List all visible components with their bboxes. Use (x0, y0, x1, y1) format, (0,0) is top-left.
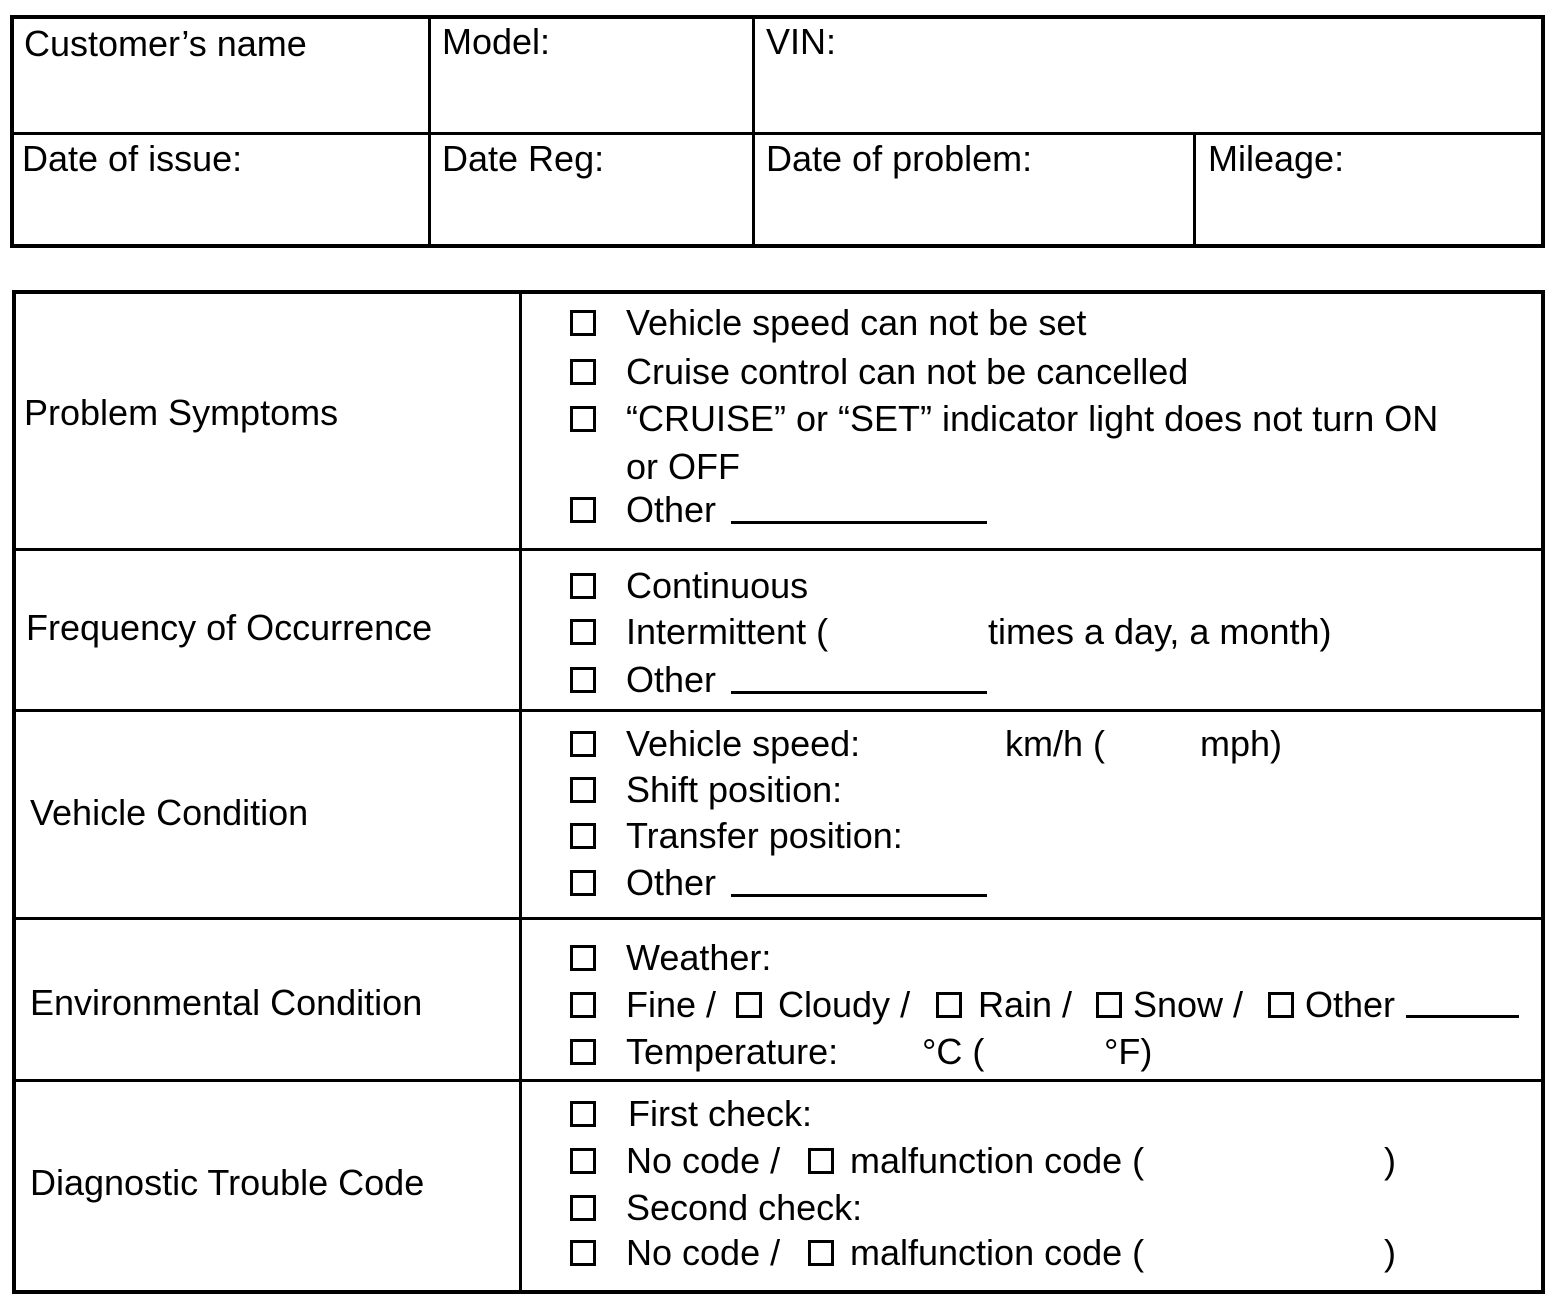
symptom-other-checkbox[interactable] (570, 497, 596, 523)
first-malfunction-code-text: malfunction code ( (850, 1140, 1145, 1181)
frequency-other-checkbox[interactable] (570, 667, 596, 693)
first-malfunction-code-close: ) (1384, 1140, 1396, 1181)
header-col-divider-2 (752, 15, 755, 248)
symptom-speed-not-set-checkbox[interactable] (570, 310, 596, 336)
weather-fine-checkbox[interactable] (570, 992, 596, 1018)
symptom-indicator-light-text-cont: or OFF (626, 446, 740, 487)
transfer-position-checkbox[interactable] (570, 823, 596, 849)
temperature-text: Temperature: (626, 1031, 839, 1072)
vehicle-speed-text: Vehicle speed: (626, 723, 861, 764)
frequency-continuous-text: Continuous (626, 565, 809, 606)
vehicle-other-text: Other (626, 862, 717, 903)
weather-rain-text: Rain / (978, 984, 1073, 1025)
row-divider-3 (12, 917, 1545, 920)
symptom-speed-not-set-text: Vehicle speed can not be set (626, 302, 1087, 343)
weather-checkbox[interactable] (570, 945, 596, 971)
first-no-code-text: No code / (626, 1140, 781, 1181)
header-col-divider-3 (1193, 132, 1196, 248)
frequency-intermittent-unit-text: times a day, a month) (988, 611, 1332, 652)
weather-other-text: Other (1305, 984, 1396, 1025)
problem-symptoms-label: Problem Symptoms (24, 392, 339, 433)
vin-field[interactable]: VIN: (766, 21, 837, 62)
header-row-divider (10, 132, 1545, 135)
weather-snow-text: Snow / (1133, 984, 1244, 1025)
vehicle-condition-label: Vehicle Condition (30, 792, 309, 833)
symptom-indicator-light-checkbox[interactable] (570, 406, 596, 432)
weather-fine-text: Fine / (626, 984, 717, 1025)
vehicle-other-checkbox[interactable] (570, 870, 596, 896)
temperature-checkbox[interactable] (570, 1039, 596, 1065)
dtc-label: Diagnostic Trouble Code (30, 1162, 425, 1203)
weather-cloudy-checkbox[interactable] (736, 992, 762, 1018)
weather-cloudy-text: Cloudy / (778, 984, 911, 1025)
second-check-text: Second check: (626, 1187, 863, 1228)
date-of-problem-field[interactable]: Date of problem: (766, 138, 1033, 179)
temperature-fahrenheit-text: °F) (1104, 1031, 1153, 1072)
shift-position-text: Shift position: (626, 769, 843, 810)
second-malfunction-code-close: ) (1384, 1232, 1396, 1273)
row-divider-1 (12, 548, 1545, 551)
frequency-other-blank[interactable] (731, 691, 987, 694)
second-malfunction-code-checkbox[interactable] (808, 1240, 834, 1266)
weather-snow-checkbox[interactable] (1096, 992, 1122, 1018)
frequency-intermittent-checkbox[interactable] (570, 619, 596, 645)
first-malfunction-code-checkbox[interactable] (808, 1148, 834, 1174)
symptom-other-blank[interactable] (731, 521, 987, 524)
temperature-celsius-text: °C ( (922, 1031, 985, 1072)
frequency-label: Frequency of Occurrence (26, 607, 433, 648)
second-no-code-text: No code / (626, 1232, 781, 1273)
first-check-text: First check: (628, 1093, 813, 1134)
frequency-continuous-checkbox[interactable] (570, 573, 596, 599)
first-check-checkbox[interactable] (570, 1101, 596, 1127)
vehicle-other-blank[interactable] (731, 894, 987, 897)
shift-position-checkbox[interactable] (570, 777, 596, 803)
model-field[interactable]: Model: (442, 21, 551, 62)
header-col-divider-1 (428, 15, 431, 248)
weather-rain-checkbox[interactable] (936, 992, 962, 1018)
symptom-not-cancelled-checkbox[interactable] (570, 359, 596, 385)
checklist-col-divider (519, 290, 522, 1294)
second-malfunction-code-text: malfunction code ( (850, 1232, 1145, 1273)
weather-other-blank[interactable] (1406, 1015, 1519, 1018)
environmental-condition-label: Environmental Condition (30, 982, 423, 1023)
symptom-indicator-light-text: “CRUISE” or “SET” indicator light does not turn ON (626, 398, 1439, 439)
mileage-field[interactable]: Mileage: (1208, 138, 1345, 179)
row-divider-2 (12, 709, 1545, 712)
weather-other-checkbox[interactable] (1268, 992, 1294, 1018)
frequency-intermittent-text: Intermittent ( (626, 611, 829, 652)
row-divider-4 (12, 1079, 1545, 1082)
second-check-checkbox[interactable] (570, 1195, 596, 1221)
customer-name-field[interactable]: Customer’s name (24, 23, 307, 64)
date-reg-field[interactable]: Date Reg: (442, 138, 605, 179)
symptom-other-text: Other (626, 489, 717, 530)
first-no-code-checkbox[interactable] (570, 1148, 596, 1174)
vehicle-speed-checkbox[interactable] (570, 731, 596, 757)
transfer-position-text: Transfer position: (626, 815, 903, 856)
second-no-code-checkbox[interactable] (570, 1240, 596, 1266)
symptom-not-cancelled-text: Cruise control can not be cancelled (626, 351, 1189, 392)
weather-text: Weather: (626, 937, 772, 978)
vehicle-speed-kmh-text: km/h ( (1005, 723, 1106, 764)
frequency-other-text: Other (626, 659, 717, 700)
vehicle-speed-mph-text: mph) (1200, 723, 1283, 764)
date-of-issue-field[interactable]: Date of issue: (22, 138, 243, 179)
